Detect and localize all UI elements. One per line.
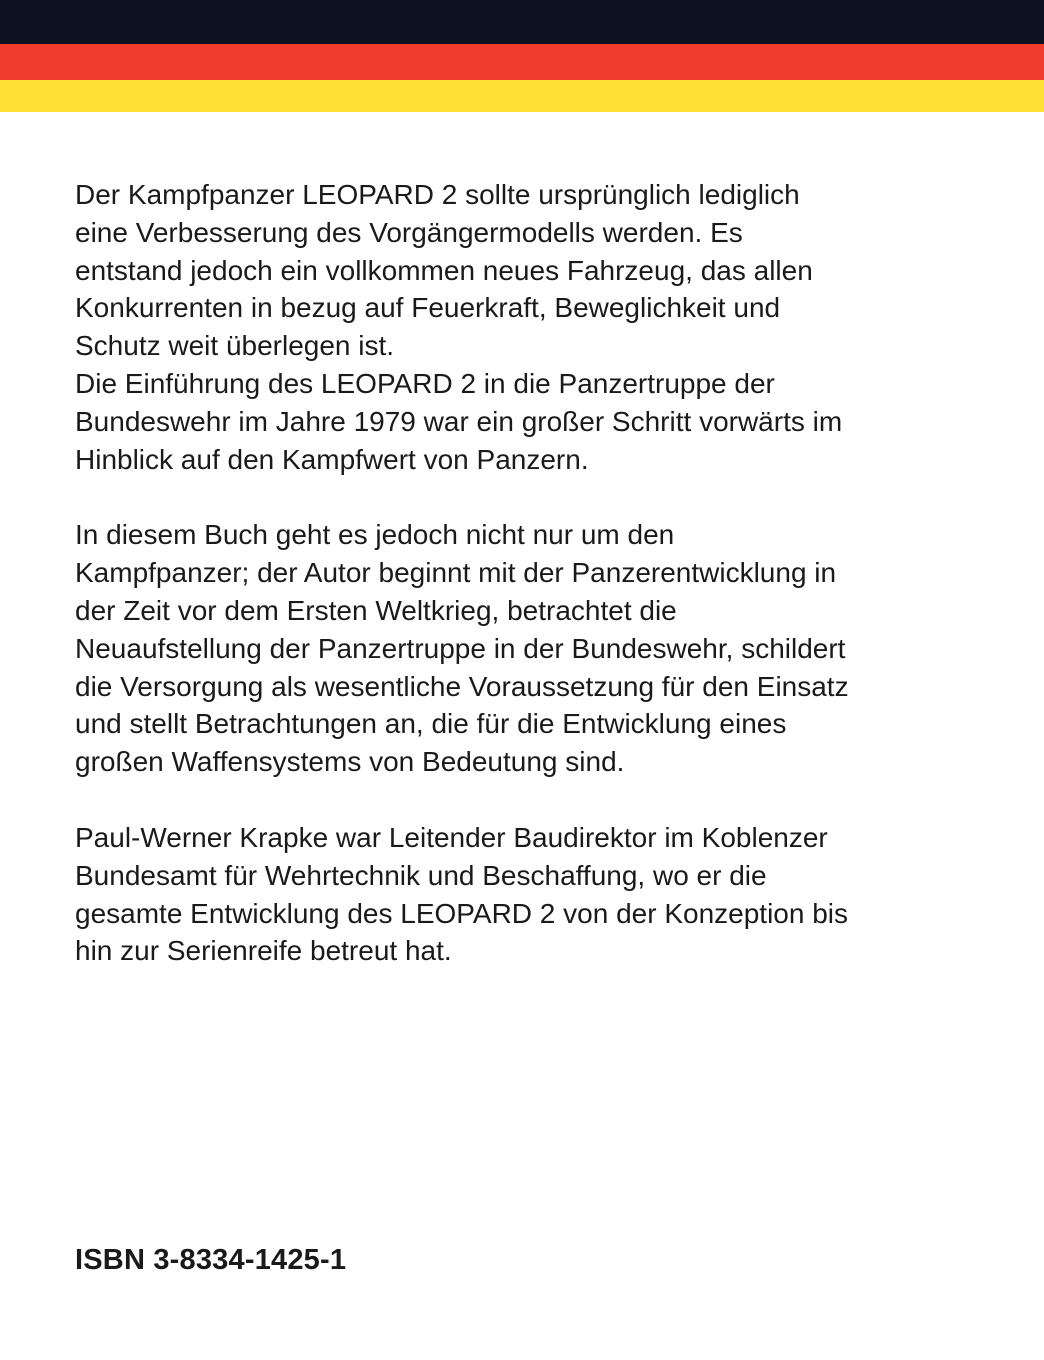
text-line: eine Verbesserung des Vorgängermodells werden. Es [75, 216, 743, 248]
text-line: Der Kampfpanzer LEOPARD 2 sollte ursprünglich lediglich [75, 179, 800, 210]
text-line: Schutz weit überlegen ist. [75, 330, 395, 362]
flag-stripe-red [0, 44, 1044, 80]
text-line: Konkurrenten in bezug auf Feuerkraft, Beweglichkeit und [75, 292, 781, 324]
flag-stripe-black [0, 0, 1044, 44]
text-line: Paul-Werner Krapke war Leitender Baudirektor im Koblenzer [75, 821, 828, 853]
paragraph-intro [75, 176, 975, 478]
text-line: In diesem Buch geht es jedoch nicht nur um den [75, 519, 675, 551]
paragraph-author [75, 819, 975, 970]
text-line: die Versorgung als wesentliche Voraussetzung für den Einsatz [75, 670, 849, 702]
text-line: gesamte Entwicklung des LEOPARD 2 von der Konzeption bis [75, 897, 849, 929]
text-line: hin zur Serienreife betreut hat. [75, 935, 452, 967]
flag-stripe-gold [0, 80, 1044, 112]
text-line: Hinblick auf den Kampfwert von Panzern. [75, 443, 589, 475]
text-line: entstand jedoch ein vollkommen neues Fahrzeug, das allen [75, 254, 813, 286]
paragraph-content [75, 516, 975, 781]
text-line: der Zeit vor dem Ersten Weltkrieg, betrachtet die [75, 594, 677, 626]
text-line: Die Einführung des LEOPARD 2 in die Panzertruppe der [75, 367, 775, 399]
text-line: Bundesamt für Wehrtechnik und Beschaffung, wo er die [75, 859, 767, 891]
text-line: und stellt Betrachtungen an, die für die Entwicklung eines [75, 708, 787, 740]
flag-banner [0, 0, 1044, 112]
blurb-text [75, 176, 975, 1008]
text-line: großen Waffensystems von Bedeutung sind. [75, 746, 625, 778]
isbn-number: ISBN 3-8334-1425-1 [75, 1244, 347, 1276]
text-line: Kampfpanzer; der Autor beginnt mit der Panzerentwicklung in [75, 557, 837, 589]
text-line: Bundeswehr im Jahre 1979 war ein großer Schritt vorwärts im [75, 405, 843, 437]
text-line: Neuaufstellung der Panzertruppe in der Bundeswehr, schildert [75, 632, 846, 664]
